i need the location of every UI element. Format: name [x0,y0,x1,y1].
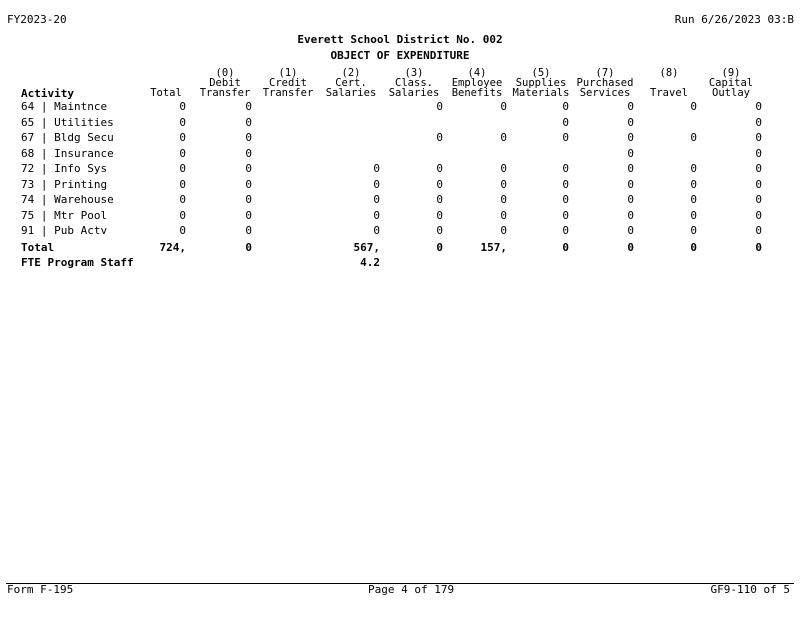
table-cell: 0 [562,193,569,206]
table-cell: 0 [179,146,186,160]
table-cell: 0 [562,100,569,113]
column-header-line1: Capital [708,78,754,88]
column-header-line2: Outlay [712,88,750,98]
table-cell: 0 [436,240,443,254]
table-cell: 0 [627,100,634,113]
table-cell: 0 [562,177,569,191]
table-cell: 0 [245,193,252,206]
activity-header: Activity [21,87,74,100]
table-cell: 0 [500,162,507,175]
table-cell: 0 [627,162,634,175]
row-label: Total [21,240,55,254]
table-cell: 0 [755,177,762,191]
run-timestamp: Run 6/26/2023 03:B [674,13,794,26]
table-cell: 0 [755,193,762,206]
table-cell: 0 [436,131,443,144]
table-cell: 0 [373,162,380,175]
table-cell: 567, [353,240,380,254]
column-header-line1: Debit [209,78,241,88]
table-cell: 0 [436,162,443,175]
table-cell: 0 [755,131,762,144]
column-header-line2: Transfer [199,88,251,98]
table-cell: 0 [755,162,762,175]
table-cell: 0 [690,162,697,175]
table-cell: 0 [179,100,186,113]
column-code: (5) [531,68,551,78]
column-header-line1: Employee [451,78,503,88]
table-cell: 0 [755,115,762,129]
table-cell: 0 [627,240,634,254]
table-cell: 0 [245,240,252,254]
report-title: OBJECT OF EXPENDITURE [330,49,470,62]
table-cell: 0 [562,162,569,175]
table-cell: 0 [627,115,634,129]
row-label: 64 | Maintnce [21,100,108,113]
table-cell: 0 [755,208,762,222]
row-label: FTE Program Staff [21,256,134,269]
table-cell: 0 [436,224,443,237]
table-cell: 0 [179,224,186,237]
table-cell: 0 [179,162,186,175]
table-cell: 0 [179,177,186,191]
column-header-line1: Supplies [515,78,567,88]
table-cell: 0 [627,146,634,160]
table-cell: 0 [627,177,634,191]
table-cell: 0 [436,100,443,113]
table-cell: 0 [436,193,443,206]
column-header-line2: Salaries [325,88,377,98]
row-label: 73 | Printing [21,177,108,191]
table-cell: 0 [755,100,762,113]
table-cell: 0 [755,146,762,160]
table-cell: 0 [690,193,697,206]
report-code: GF9-110 of 5 [710,583,790,596]
table-cell: 0 [562,131,569,144]
table-cell: 0 [500,193,507,206]
table-cell: 0 [245,177,252,191]
table-cell: 0 [436,177,443,191]
table-cell: 0 [500,177,507,191]
table-cell: 0 [500,100,507,113]
column-code: (4) [467,68,487,78]
table-cell: 0 [755,224,762,237]
table-cell: 0 [179,115,186,129]
column-code: (3) [404,68,424,78]
table-cell: 4.2 [360,256,380,269]
column-code: (9) [721,68,741,78]
column-header-line2: Total [150,88,182,98]
table-cell: 0 [562,224,569,237]
table-cell: 0 [562,115,569,129]
table-cell: 0 [627,131,634,144]
table-cell: 0 [562,208,569,222]
row-label: 75 | Mtr Pool [21,208,108,222]
table-cell: 0 [690,100,697,113]
table-cell: 0 [627,193,634,206]
table-cell: 0 [500,131,507,144]
table-cell: 0 [245,224,252,237]
table-cell: 157, [480,240,507,254]
table-cell: 0 [627,208,634,222]
page-number: Page 4 of 179 [368,583,455,596]
column-code: (7) [595,68,615,78]
table-cell: 0 [690,224,697,237]
column-code: (2) [341,68,361,78]
column-code: (1) [278,68,298,78]
column-header-line2: Travel [650,88,688,98]
column-header-line1: Purchased [576,78,634,88]
table-cell: 0 [690,131,697,144]
row-label: 65 | Utilities [21,115,114,129]
row-label: 68 | Insurance [21,146,114,160]
table-cell: 0 [179,208,186,222]
column-header-line2: Salaries [388,88,440,98]
fiscal-year-label: FY2023-20 [7,13,67,26]
column-code: (0) [215,68,235,78]
table-cell: 0 [245,131,252,144]
table-cell: 0 [627,224,634,237]
table-cell: 0 [562,240,569,254]
table-cell: 0 [690,177,697,191]
column-header-line1: Class. [395,78,433,88]
table-cell: 0 [690,240,697,254]
table-cell: 724, [159,240,186,254]
table-cell: 0 [245,146,252,160]
column-code: (8) [659,68,679,78]
row-label: 67 | Bldg Secu [21,131,114,144]
table-cell: 0 [179,131,186,144]
table-cell: 0 [245,115,252,129]
column-header-line2: Services [579,88,631,98]
table-cell: 0 [245,208,252,222]
table-cell: 0 [755,240,762,254]
table-cell: 0 [373,224,380,237]
row-label: 91 | Pub Actv [21,224,108,237]
table-cell: 0 [373,208,380,222]
table-cell: 0 [500,224,507,237]
table-cell: 0 [373,193,380,206]
district-name: Everett School District No. 002 [297,33,503,46]
column-header-line2: Materials [512,88,570,98]
column-header-line2: Transfer [262,88,314,98]
table-cell: 0 [436,208,443,222]
column-header-line2: Benefits [451,88,503,98]
table-cell: 0 [245,100,252,113]
row-label: 72 | Info Sys [21,162,108,175]
column-header-line1: Credit [269,78,307,88]
row-label: 74 | Warehouse [21,193,114,206]
table-cell: 0 [245,162,252,175]
table-cell: 0 [690,208,697,222]
form-number: Form F-195 [7,583,74,596]
table-cell: 0 [179,193,186,206]
table-cell: 0 [373,177,380,191]
column-header-line1: Cert. [335,78,367,88]
table-cell: 0 [500,208,507,222]
